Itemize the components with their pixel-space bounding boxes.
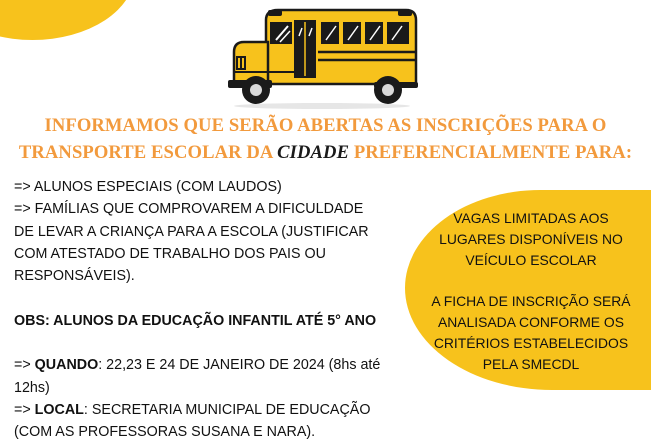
vagas-line-2: LUGARES DISPONÍVEIS NO bbox=[439, 230, 623, 247]
headline-prefix: TRANSPORTE ESCOLAR DA bbox=[18, 142, 278, 163]
notice-block bbox=[418, 208, 644, 374]
decorative-blob-top-left bbox=[0, 0, 135, 40]
obs-note: OBS: ALUNOS DA EDUCAÇÃO INFANTIL ATÉ 5° ANO bbox=[14, 312, 377, 329]
ficha-line-4: PELA SMECDL bbox=[482, 355, 580, 372]
where-prefix: => bbox=[14, 401, 35, 418]
when-prefix: => bbox=[14, 357, 35, 374]
criteria-block bbox=[14, 176, 410, 444]
ficha-line-3: CRITÉRIOS ESTABELECIDOS bbox=[433, 334, 629, 351]
vagas-line-1: VAGAS LIMITADAS AOS bbox=[453, 210, 609, 226]
when-label: QUANDO bbox=[34, 357, 99, 374]
when-value: : 22,23 E 24 DE JANEIRO DE 2024 (8hs até bbox=[98, 357, 381, 374]
criteria-item-families-line-1: => FAMÍLIAS QUE COMPROVAREM A DIFICULDADE bbox=[14, 201, 364, 218]
where-line-2: (COM AS PROFESSORAS SUSANA E NARA). bbox=[14, 424, 316, 441]
headline-line-1: INFORMAMOS QUE SERÃO ABERTAS AS INSCRIÇÕES PARA O bbox=[44, 115, 607, 136]
school-bus-icon bbox=[226, 6, 422, 110]
where-value: : SECRETARIA MUNICIPAL DE EDUCAÇÃO bbox=[83, 401, 371, 418]
criteria-item-families-line-3: COM ATESTADO DE TRABALHO DOS PAIS OU bbox=[14, 245, 326, 262]
criteria-item-families-line-2: DE LEVAR A CRIANÇA PARA A ESCOLA (JUSTIFICAR bbox=[14, 223, 369, 240]
vagas-line-3: VEÍCULO ESCOLAR bbox=[465, 251, 597, 268]
where-line-1 bbox=[14, 399, 410, 421]
where-label: LOCAL bbox=[34, 401, 84, 418]
headline-line-2 bbox=[0, 142, 651, 164]
when-line-1 bbox=[14, 354, 410, 376]
when-line-2: 12hs) bbox=[14, 379, 50, 396]
criteria-item-families-line-4: RESPONSÁVEIS). bbox=[14, 268, 135, 285]
criteria-item-special-students: => ALUNOS ESPECIAIS (COM LAUDOS) bbox=[14, 179, 282, 195]
ficha-line-1: A FICHA DE INSCRIÇÃO SERÁ bbox=[431, 293, 631, 310]
headline-suffix: PREFERENCIALMENTE PARA: bbox=[349, 142, 633, 163]
headline-city: CIDADE bbox=[277, 142, 350, 163]
ficha-line-2: ANALISADA CONFORME OS bbox=[437, 313, 625, 330]
